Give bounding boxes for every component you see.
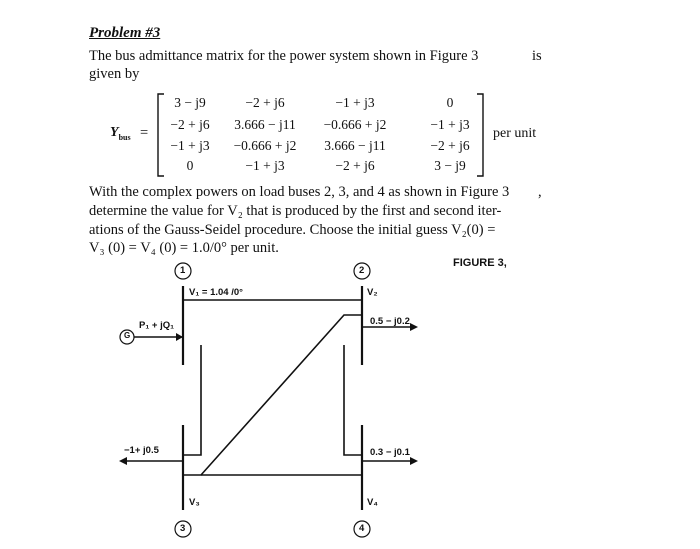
intro-line-2: given by: [89, 66, 140, 82]
matrix-cell: 3.666 − j11: [234, 117, 296, 132]
bus-1-number: 1: [180, 265, 186, 276]
line-2-4: [344, 345, 362, 455]
load-4-label: 0.3 − j0.1: [370, 447, 410, 458]
question-line-1: With the complex powers on load buses 2, 3, and 4 as shown in Figure 3: [89, 184, 510, 200]
matrix-left-bracket: [158, 94, 164, 176]
matrix-unit: per unit: [493, 126, 537, 141]
matrix-cell: 0: [186, 158, 194, 173]
bus-2-number: 2: [359, 265, 365, 276]
load-3-arrow-icon: [119, 457, 127, 465]
v4-label: V₄: [367, 497, 378, 508]
generator-power-label: P₁ + jQ₁: [139, 320, 175, 331]
line-2-3: [183, 315, 362, 475]
matrix-cell: 3 − j9: [434, 158, 466, 173]
bus-3-number: 3: [180, 523, 186, 534]
matrix-cell: −1 + j3: [245, 158, 285, 173]
matrix-cell: −2 + j6: [430, 138, 470, 153]
matrix-cell: 3.666 − j11: [324, 138, 386, 153]
bus-4-number: 4: [359, 523, 365, 534]
question-line-1-tail: ,: [538, 184, 542, 200]
matrix-cell: −1 + j3: [430, 117, 470, 132]
matrix-cell: −1 + j3: [335, 95, 375, 110]
question-line-4: V₃ (0) = V₄ (0) = 1.0/0° per unit.: [89, 240, 279, 256]
v2-label: V₂: [367, 287, 378, 298]
load-2-label: 0.5 − j0.2: [370, 316, 410, 327]
matrix-cell: −2 + j6: [245, 95, 285, 110]
load-3-label: −1+ j0.5: [124, 445, 159, 456]
matrix-equals: =: [140, 125, 149, 141]
matrix-right-bracket: [477, 94, 483, 176]
question-line-3: ations of the Gauss-Seidel procedure. Choose the initial guess V₂(0) =: [89, 222, 496, 238]
matrix-cell: −0.666 + j2: [323, 117, 387, 132]
matrix-cell: −2 + j6: [335, 158, 375, 173]
figure-caption: FIGURE 3,: [453, 257, 507, 269]
generator-letter: G: [124, 331, 131, 340]
problem-title: Problem #3: [89, 25, 161, 41]
matrix-cell: −0.666 + j2: [233, 138, 297, 153]
matrix-cell: −1 + j3: [170, 138, 210, 153]
line-1-3: [183, 345, 201, 455]
load-4-arrow-icon: [410, 457, 418, 465]
load-2-arrow-icon: [410, 323, 418, 331]
matrix-cell: −2 + j6: [170, 117, 210, 132]
intro-line-1: The bus admittance matrix for the power system shown in Figure 3: [89, 48, 479, 64]
intro-is: is: [532, 48, 542, 64]
question-line-2: determine the value for V₂ that is produced by the first and second iter-: [89, 203, 502, 219]
v3-label: V₃: [189, 497, 200, 508]
matrix-cell: 0: [446, 95, 454, 110]
matrix-cell: 3 − j9: [174, 95, 206, 110]
v1-label: V₁ = 1.04 /0°: [189, 287, 243, 298]
ybus-label: $Y_{bus}$: [110, 125, 131, 142]
